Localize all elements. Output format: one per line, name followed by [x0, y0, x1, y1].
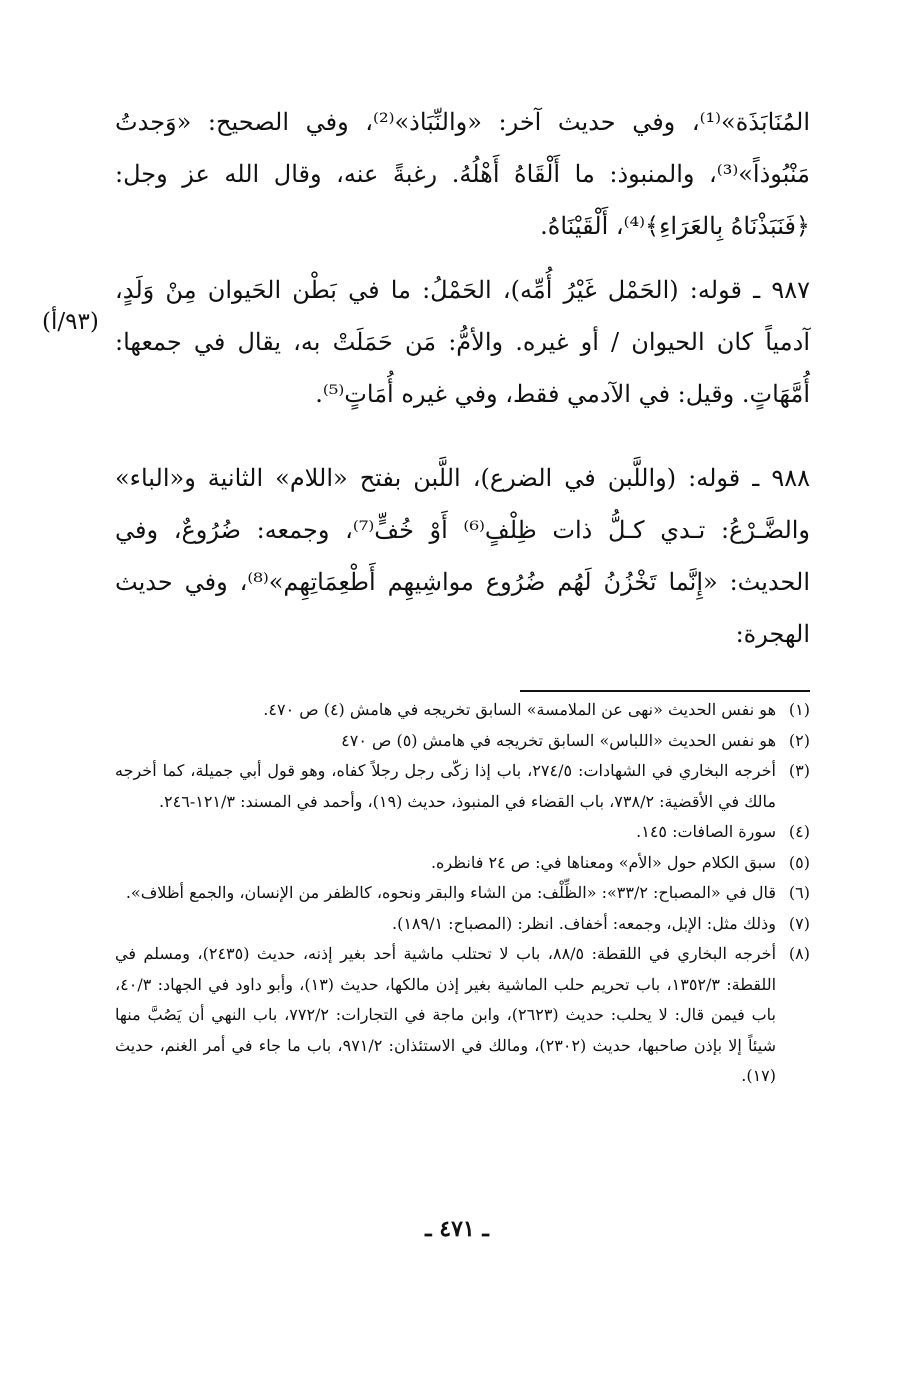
- paragraph-988: ٩٨٨ ـ قوله: (واللَّبن في الضرع)، اللَّبن بفتح «اللام» الثانية و«الباء» والضَّـرْعُ: تـدي كـلُّ ذات ظِلْفٍ⁽⁶⁾ أَوْ خُفٍّ⁽⁷⁾، وجمعه: ضُرُوعٌ، وفي الحديث: «إِنَّما تَخْزُنُ لَهُم ضُرُوع مواشِيهِم أَطْعِمَاتِهِم»⁽⁸⁾، وفي حديث الهجرة:: [115, 464, 811, 648]
- footnote-number: (٢): [788, 730, 810, 750]
- footnotes-section: [115, 695, 810, 1092]
- footnote-text: وذلك مثل: الإبل، وجمعه: أخفاف. انظر: (المصباح: ١٨٩/١).: [392, 913, 776, 933]
- footnote-number: (٣): [788, 761, 810, 780]
- footnote-item: [115, 878, 810, 909]
- footnote-item: [115, 726, 810, 757]
- footnote-text: سبق الكلام حول «الأم» ومعناها في: ص ٢٤ فانظره.: [430, 852, 776, 872]
- paragraph-987: ٩٨٧ ـ قوله: (الحَمْل غَيْرُ أُمِّه)، الحَمْلُ: ما في بَطْن الحَيوان مِنْ وَلَدٍ، آدمياً كان الحيوان / أو غيره. والأمُّ: مَن حَمَلَتْ به، يقال في جمعها: أُمَّهَاتٍ. وقيل: في الآدمي فقط، وفي غيره أُمَاتٍ⁽⁵⁾.: [115, 276, 810, 408]
- footnote-item: [115, 909, 810, 940]
- footnote-divider: [520, 690, 810, 692]
- margin-folio-note: (٩٣/أ): [42, 309, 99, 335]
- footnote-item: [115, 756, 810, 817]
- page-number: ـ ٤٧١ ـ: [425, 1216, 489, 1242]
- footnote-item: [115, 695, 810, 726]
- footnote-text: هو نفس الحديث «نهى عن الملامسة» السابق تخريجه في هامش (٤) ص ٤٧٠.: [263, 700, 776, 719]
- footnote-text: قال في «المصباح: ٣٣/٢»: «الظِّلْف: من الشاء والبقر ونحوه، كالظفر من الإنسان، والجمع أظلاف».: [125, 883, 776, 902]
- paragraph-mundhabadha: المُنَابَذَة»⁽¹⁾، وفي حديث آخر: «والنِّبَاذ»⁽²⁾، وفي الصحيح: «وَجدتُ مَنْبُوذاً»⁽³⁾، والمنبوذ: ما أَلْقَاهُ أَهْلُهُ. رغبةً عنه، وقال الله عز وجل: ﴿فَنَبَذْنَاهُ بِالعَرَاءِ﴾⁽⁴⁾، أَلْقَيْنَاهُ.: [115, 108, 810, 240]
- footnote-number: (١): [788, 700, 810, 719]
- footnote-item: [115, 848, 810, 879]
- footnote-text: هو نفس الحديث «اللباس» السابق تخريجه في هامش (٥) ص ٤٧٠: [341, 730, 776, 750]
- footnote-item: [115, 939, 810, 1092]
- footnote-number: (٨): [788, 944, 810, 963]
- footnote-number: (٥): [788, 852, 810, 872]
- footnote-number: (٦): [788, 883, 810, 902]
- footnote-text: سورة الصافات: ١٤٥.: [636, 822, 776, 841]
- footnote-text: أخرجه البخاري في اللقطة: ٨٨/٥، باب لا تحتلب ماشية أحد بغير إذنه، حديث (٢٤٣٥)، ومسلم في اللقطة: ١٣٥٢/٣، باب تحريم حلب الماشية بغير إذن مالكها، حديث (١٣)، وأبو داود في الجهاد: ٤٠/٣، باب فيمن قال: لا يحلب: حديث (٢٦٢٣)، وابن ماجة في التجارات: ٧٧٢/٢، باب النهي أن يَصُبَّ منها شيئاً إلا بإذن صاحبها، حديث (٢٣٠٢)، ومالك في الاستئذان: ٩٧١/٢، باب ما جاء في أمر الغنم، حديث (١٧).: [115, 944, 777, 1085]
- footnote-number: (٤): [788, 822, 810, 841]
- footnote-number: (٧): [788, 913, 810, 933]
- footnote-item: [115, 817, 810, 848]
- footnote-text: أخرجه البخاري في الشهادات: ٢٧٤/٥، باب إذا زكّى رجل رجلاً كفاه، وهو قول أبي جميلة، كما أخرجه مالك في الأقضية: ٧٣٨/٢، باب القضاء في المنبوذ، حديث (١٩)، وأحمد في المسند: ١٢١/٣-٢٤٦.: [115, 761, 776, 811]
